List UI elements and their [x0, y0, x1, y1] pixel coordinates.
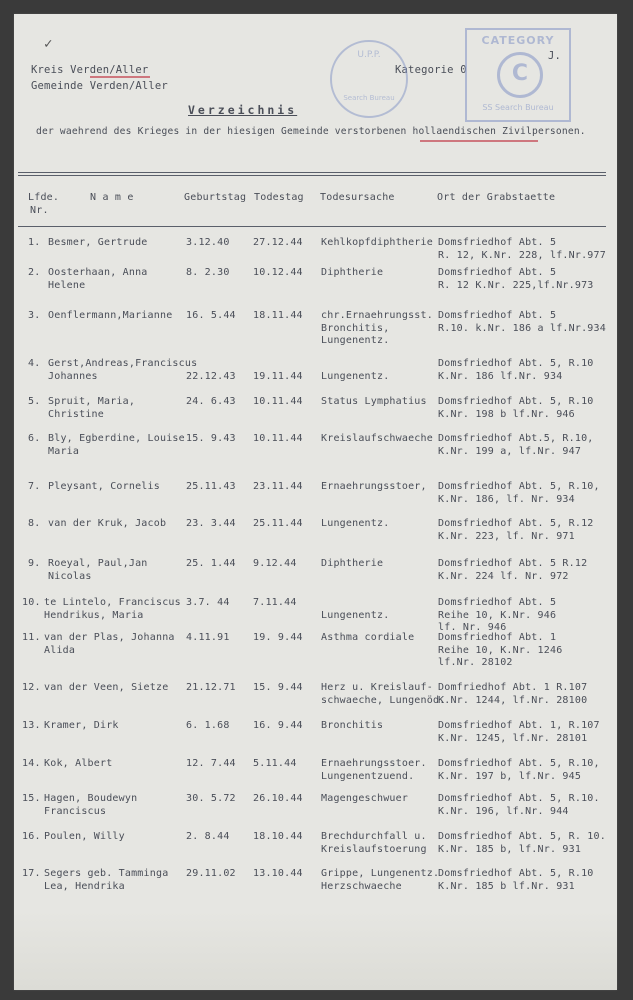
row-number: 1.	[28, 237, 41, 248]
row-death-date: 18.11.44	[253, 310, 303, 321]
row-cause-of-death: Lungenentz.	[321, 370, 390, 382]
row-number: 10.	[22, 597, 41, 608]
row-name: Segers geb. Tamminga	[44, 868, 169, 879]
row-name: Helene	[48, 279, 86, 291]
row-cause-of-death: Lungenentz.	[321, 609, 390, 621]
row-birth-date: 15. 9.43	[186, 433, 236, 444]
row-number: 17.	[22, 868, 41, 879]
row-birth-date: 3.7. 44	[186, 597, 230, 608]
col-nr-line2: Nr.	[30, 205, 49, 216]
row-grave-location: Domsfriedhof Abt. 5, R. 10.	[438, 831, 606, 842]
row-grave-location: K.Nr. 1244, lf.Nr. 28100	[438, 694, 588, 706]
row-name: Oosterhaan, Anna	[48, 267, 148, 278]
row-cause-of-death: Status Lymphatius	[321, 396, 427, 407]
col-born: Geburtstag	[184, 192, 247, 203]
category-stamp-title: CATEGORY	[481, 34, 555, 47]
row-birth-date: 24. 6.43	[186, 396, 236, 407]
row-name: Gerst,Andreas,Franciscus	[48, 358, 198, 369]
row-cause-of-death: Bronchitis	[321, 720, 384, 731]
row-number: 14.	[22, 758, 41, 769]
row-cause-of-death: Lungenentz.	[321, 335, 390, 346]
row-cause-of-death: Lungenentz.	[321, 518, 390, 529]
row-grave-location: K.Nr. 197 b, lf.Nr. 945	[438, 770, 582, 782]
row-grave-location: R. 12, K.Nr. 228, lf.Nr.977	[438, 249, 606, 261]
col-died: Todestag	[254, 192, 304, 203]
table-top-rule-2	[18, 175, 606, 176]
row-grave-location: Reihe 10, K.Nr. 946	[438, 609, 557, 621]
category-letter: C	[511, 61, 529, 86]
row-name: Hagen, Boudewyn	[44, 793, 138, 804]
row-grave-location: Domsfriedhof Abt. 5, R.10.	[438, 793, 600, 804]
row-grave-location: Domfriedhof Abt. 1 R.107	[438, 682, 588, 693]
row-grave-location: K.Nr. 185 b, lf.Nr. 931	[438, 843, 582, 855]
j-mark: J.	[548, 50, 562, 62]
row-death-date: 19.11.44	[253, 370, 303, 382]
row-grave-location: Domsfriedhof Abt. 5, R.10	[438, 396, 594, 407]
row-name: te Lintelo, Franciscus	[44, 597, 181, 608]
kreis-line: Kreis Verden/Aller	[31, 64, 149, 76]
row-name: Alida	[44, 644, 76, 656]
row-death-date: 27.12.44	[253, 237, 303, 248]
row-birth-date: 29.11.02	[186, 868, 236, 879]
row-name: Lea, Hendrika	[44, 880, 125, 892]
row-cause-of-death: Bronchitis,	[321, 322, 390, 334]
row-death-date: 19. 9.44	[253, 632, 303, 643]
row-birth-date: 25.11.43	[186, 481, 236, 492]
row-cause-of-death: Herz u. Kreislauf-	[321, 682, 433, 693]
row-grave-location: lf. Nr. 946	[438, 622, 507, 633]
row-death-date: 13.10.44	[253, 868, 303, 879]
row-death-date: 5.11.44	[253, 758, 297, 769]
kategorie-label: Kategorie 0	[395, 64, 467, 76]
row-cause-of-death: Grippe, Lungenentz.	[321, 868, 440, 879]
col-nr-line1: Lfde.	[28, 192, 60, 203]
table-top-rule	[18, 172, 606, 173]
row-grave-location: Domsfriedhof Abt. 5, R.10,	[438, 481, 600, 492]
row-number: 12.	[22, 682, 41, 693]
round-stamp-bottom: Search Bureau	[343, 94, 395, 102]
row-number: 5.	[28, 396, 41, 407]
row-name: Maria	[48, 445, 80, 457]
row-grave-location: K.Nr. 223, lf. Nr. 971	[438, 530, 575, 542]
row-death-date: 15. 9.44	[253, 682, 303, 693]
row-cause-of-death: Diphtherie	[321, 558, 384, 569]
row-death-date: 16. 9.44	[253, 720, 303, 731]
row-cause-of-death: Brechdurchfall u.	[321, 831, 427, 842]
category-circle	[497, 52, 543, 98]
row-name: Kramer, Dirk	[44, 720, 119, 731]
row-name: van der Kruk, Jacob	[48, 518, 167, 529]
row-death-date: 10.11.44	[253, 433, 303, 444]
row-birth-date: 22.12.43	[186, 370, 236, 382]
row-number: 11.	[22, 632, 41, 643]
row-number: 16.	[22, 831, 41, 842]
row-birth-date: 2. 8.44	[186, 831, 230, 842]
row-death-date: 9.12.44	[253, 558, 297, 569]
col-name: N a m e	[90, 192, 134, 203]
row-birth-date: 3.12.40	[186, 237, 230, 248]
row-number: 13.	[22, 720, 41, 731]
row-cause-of-death: Ernaehrungsstoer.	[321, 758, 427, 769]
row-grave-location: K.Nr. 224 lf. Nr. 972	[438, 570, 569, 582]
row-grave-location: Domsfriedhof Abt. 5, R.12	[438, 518, 594, 529]
row-cause-of-death: Herzschwaeche	[321, 880, 402, 892]
category-stamp	[465, 28, 571, 122]
row-grave-location: Domsfriedhof Abt. 1, R.107	[438, 720, 600, 731]
header-bottom-rule	[18, 226, 606, 227]
row-death-date: 7.11.44	[253, 597, 297, 608]
row-name: Spruit, Maria,	[48, 396, 136, 407]
row-name: Nicolas	[48, 570, 92, 582]
row-name: Bly, Egberdine, Louise	[48, 433, 185, 444]
red-underline-kreis	[90, 76, 150, 78]
row-birth-date: 30. 5.72	[186, 793, 236, 804]
row-cause-of-death: Ernaehrungsstoer,	[321, 481, 427, 492]
row-number: 7.	[28, 481, 41, 492]
row-name: van der Plas, Johanna	[44, 632, 175, 643]
row-number: 8.	[28, 518, 41, 529]
row-number: 9.	[28, 558, 41, 569]
row-grave-location: K.Nr. 196, lf.Nr. 944	[438, 805, 569, 817]
row-number: 3.	[28, 310, 41, 321]
red-underline-subtitle	[420, 140, 538, 142]
row-death-date: 10.12.44	[253, 267, 303, 278]
row-name: Kok, Albert	[44, 758, 113, 769]
row-number: 4.	[28, 358, 41, 369]
document-subtitle: der waehrend des Krieges in der hiesigen Gemeinde verstorbenen hollaendischen Zivilpersonen.	[36, 126, 586, 137]
row-cause-of-death: Asthma cordiale	[321, 632, 415, 643]
row-name: Christine	[48, 408, 104, 420]
row-name: Johannes	[48, 370, 98, 382]
row-birth-date: 16. 5.44	[186, 310, 236, 321]
row-name: Franciscus	[44, 805, 107, 817]
row-birth-date: 4.11.91	[186, 632, 230, 643]
row-cause-of-death: Diphtherie	[321, 267, 384, 278]
row-name: Besmer, Gertrude	[48, 237, 148, 248]
row-name: Oenflermann,Marianne	[48, 310, 173, 321]
row-grave-location: K.Nr. 186 lf.Nr. 934	[438, 370, 563, 382]
row-grave-location: K.Nr. 1245, lf.Nr. 28101	[438, 732, 588, 744]
row-death-date: 18.10.44	[253, 831, 303, 842]
row-name: Roeyal, Paul,Jan	[48, 558, 148, 569]
row-grave-location: K.Nr. 199 a, lf.Nr. 947	[438, 445, 582, 457]
round-stamp-top: U.P.P.	[357, 50, 381, 60]
row-grave-location: Domsfriedhof Abt. 1	[438, 632, 557, 643]
round-stamp	[330, 40, 408, 118]
row-number: 6.	[28, 433, 41, 444]
row-cause-of-death: Kreislaufstoerung	[321, 843, 427, 855]
row-grave-location: K.Nr. 198 b lf.Nr. 946	[438, 408, 575, 420]
row-cause-of-death: Kehlkopfdiphtherie	[321, 237, 433, 248]
row-cause-of-death: Lungenentzuend.	[321, 770, 415, 782]
row-grave-location: R. 12 K.Nr. 225,lf.Nr.973	[438, 279, 594, 291]
row-cause-of-death: schwaeche, Lungenöd.	[321, 694, 446, 706]
row-grave-location: Domsfriedhof Abt. 5	[438, 237, 557, 248]
row-death-date: 23.11.44	[253, 481, 303, 492]
row-cause-of-death: Magengeschwuer	[321, 793, 409, 804]
row-death-date: 10.11.44	[253, 396, 303, 407]
row-grave-location: Reihe 10, K.Nr. 1246	[438, 644, 563, 656]
row-birth-date: 25. 1.44	[186, 558, 236, 569]
row-number: 2.	[28, 267, 41, 278]
col-cause: Todesursache	[320, 192, 395, 203]
gemeinde-line: Gemeinde Verden/Aller	[31, 80, 168, 92]
row-grave-location: lf.Nr. 28102	[438, 657, 513, 668]
col-grave: Ort der Grabstaette	[437, 192, 556, 203]
row-birth-date: 6. 1.68	[186, 720, 230, 731]
row-birth-date: 21.12.71	[186, 682, 236, 693]
row-grave-location: Domsfriedhof Abt.5, R.10,	[438, 433, 594, 444]
row-birth-date: 12. 7.44	[186, 758, 236, 769]
document-title: Verzeichnis	[188, 103, 298, 117]
row-grave-location: Domsfriedhof Abt. 5, R.10	[438, 868, 594, 879]
pencil-mark: ✓	[44, 36, 53, 52]
category-stamp-bureau: SS Search Bureau	[482, 103, 554, 112]
row-grave-location: Domsfriedhof Abt. 5, R.10	[438, 358, 594, 369]
row-number: 15.	[22, 793, 41, 804]
row-grave-location: Domsfriedhof Abt. 5	[438, 597, 557, 608]
row-name: Hendrikus, Maria	[44, 609, 144, 621]
row-grave-location: K.Nr. 185 b lf.Nr. 931	[438, 880, 575, 892]
row-grave-location: R.10. k.Nr. 186 a lf.Nr.934	[438, 322, 606, 334]
row-grave-location: K.Nr. 186, lf. Nr. 934	[438, 493, 575, 505]
row-grave-location: Domsfriedhof Abt. 5	[438, 310, 557, 321]
row-grave-location: Domsfriedhof Abt. 5 R.12	[438, 558, 588, 569]
row-name: Poulen, Willy	[44, 831, 125, 842]
row-death-date: 25.11.44	[253, 518, 303, 529]
row-birth-date: 23. 3.44	[186, 518, 236, 529]
row-name: Pleysant, Cornelis	[48, 481, 160, 492]
row-cause-of-death: chr.Ernaehrungsst.	[321, 310, 433, 321]
row-birth-date: 8. 2.30	[186, 267, 230, 278]
row-death-date: 26.10.44	[253, 793, 303, 804]
row-grave-location: Domsfriedhof Abt. 5, R.10,	[438, 758, 600, 769]
row-grave-location: Domsfriedhof Abt. 5	[438, 267, 557, 278]
row-cause-of-death: Kreislaufschwaeche	[321, 433, 433, 444]
row-name: van der Veen, Sietze	[44, 682, 169, 693]
